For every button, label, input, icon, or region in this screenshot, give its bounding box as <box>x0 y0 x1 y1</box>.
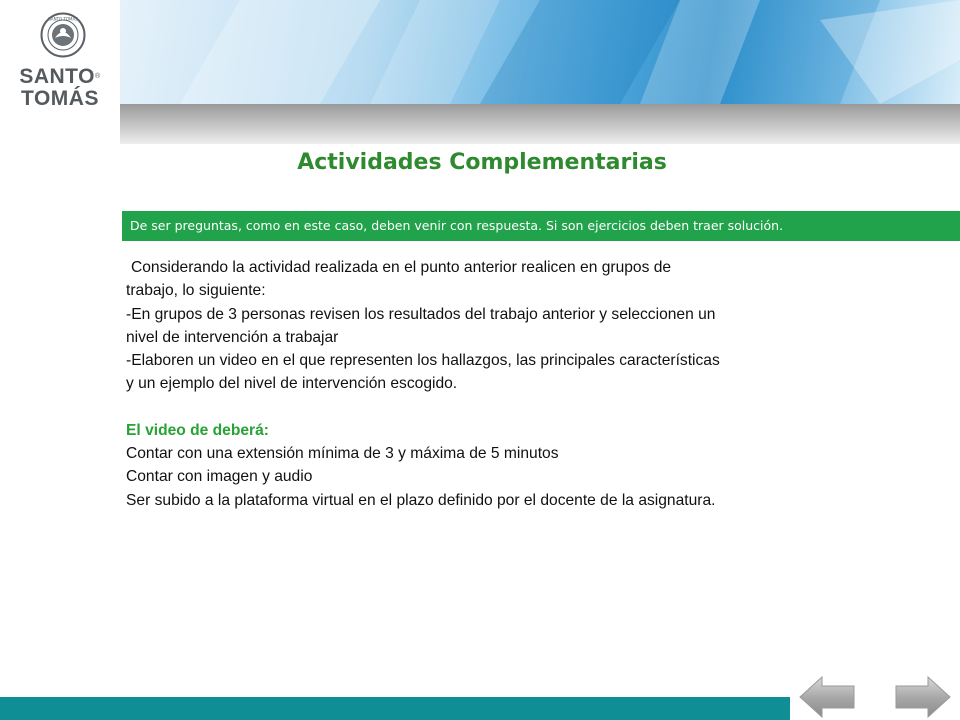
banner-decoration <box>120 0 960 104</box>
slide-body <box>126 256 856 512</box>
video-requirement: Ser subido a la plataforma virtual en el plazo definido por el docente de la asignatura. <box>126 491 716 509</box>
logo-area <box>0 0 120 144</box>
logo-wordmark-line1: SANTO® <box>19 65 101 88</box>
slide-title: Actividades Complementarias <box>297 150 667 175</box>
body-line: trabajo, lo siguiente: <box>126 282 266 300</box>
note-bar: De ser preguntas, como en este caso, deben venir con respuesta. Si son ejercicios deben traer solución. <box>122 211 960 241</box>
header-banner <box>120 0 960 104</box>
body-line: Considerando la actividad realizada en el punto anterior realicen en grupos de <box>131 259 672 276</box>
video-heading: El video de deberá: <box>126 421 269 439</box>
video-requirement: Contar con una extensión mínima de 3 y máxima de 5 minutos <box>126 445 559 463</box>
body-line: -En grupos de 3 personas revisen los resultados del trabajo anterior y seleccionen un <box>126 305 716 323</box>
university-seal-icon <box>40 12 86 58</box>
body-line: -Elaboren un video en el que representen los hallazgos, las principales características <box>126 352 720 370</box>
body-line: nivel de intervención a trabajar <box>126 328 339 346</box>
header-grey-band <box>120 104 960 144</box>
footer-bar <box>0 697 790 720</box>
logo-wordmark-line2: TOMÁS <box>21 87 99 110</box>
arrow-right-icon[interactable] <box>894 674 952 720</box>
svg-text:SANTO TOMÁS: SANTO TOMÁS <box>48 16 78 22</box>
arrow-left-icon[interactable] <box>798 674 856 720</box>
paragraph-spacer <box>126 396 856 419</box>
body-line: y un ejemplo del nivel de intervención escogido. <box>126 375 458 393</box>
video-requirement: Contar con imagen y audio <box>126 468 313 486</box>
